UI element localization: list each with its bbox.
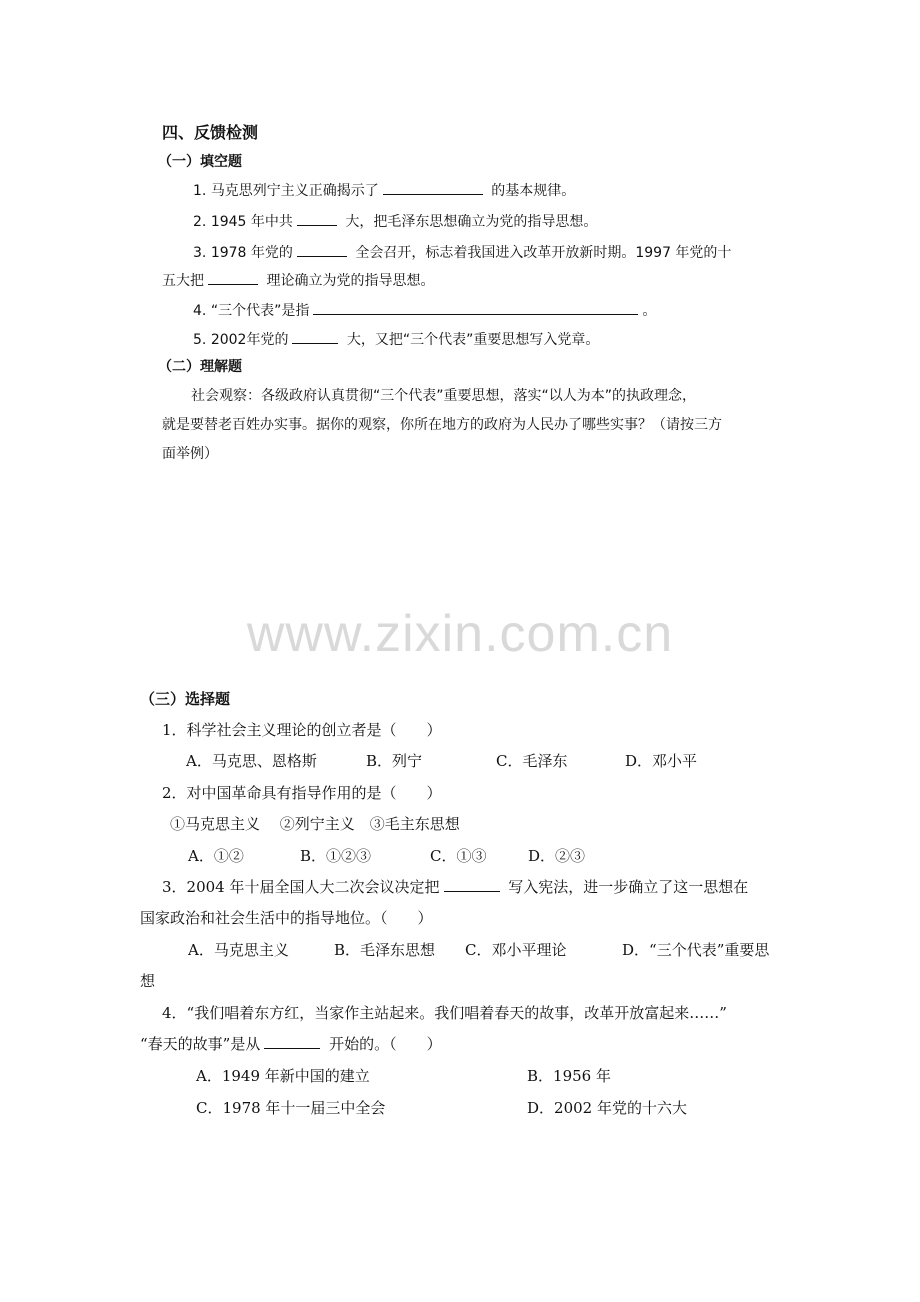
question-text: 1978 年党的 [210,245,293,261]
choice-q4-option-d[interactable]: D．2002 年党的十六大 [527,1099,687,1117]
choice-question-4-stem: 4．“我们唱着东方红，当家作主站起来。我们唱着春天的故事，改革开放富起来……” [162,1004,727,1022]
choice-q3-option-b[interactable]: B．毛泽东思想 [334,941,436,959]
question-text: 开始的。（ ） [329,1035,442,1053]
answer-blank[interactable] [313,313,638,315]
answer-blank[interactable] [297,255,347,257]
choice-q4-option-b[interactable]: B．1956 年 [527,1067,611,1085]
answer-blank[interactable] [444,890,500,892]
question-text: 大，把毛泽东思想确立为党的指导思想。 [345,214,598,230]
understanding-heading: （二）理解题 [158,359,242,375]
question-text: “三个代表”是指 [210,303,310,319]
choice-q2-option-b[interactable]: B．①②③ [300,847,372,865]
question-text: 的基本规律。 [491,183,576,199]
question-text: 马克思列宁主义正确揭示了 [210,183,379,199]
fill-question-3-line2 [162,270,434,290]
choice-q3-option-d-wrap: 想 [140,972,156,990]
question-text: 3．2004 年十届全国人大二次会议决定把 [162,878,440,896]
fill-question-3 [193,242,731,262]
choice-q4-option-a[interactable]: A．1949 年新中国的建立 [196,1067,370,1085]
watermark: www.zixin.com.cn [246,605,674,663]
question-number: 4. [193,303,207,319]
choice-q2-option-c[interactable]: C．①③ [430,847,487,865]
understanding-line-3: 面举例） [162,446,218,462]
answer-blank[interactable] [208,283,258,285]
answer-blank[interactable] [292,342,338,344]
choice-question-3-stem [162,876,748,897]
fill-question-4 [193,300,656,320]
question-text: 2002年党的 [210,332,289,348]
answer-blank[interactable] [383,193,483,195]
choice-question-3-stem-line2: 国家政治和社会生活中的指导地位。（ ） [140,909,433,927]
choice-question-4-stem-line2 [140,1033,442,1054]
choice-q3-option-d[interactable]: D．“三个代表”重要思 [622,941,770,959]
choice-question-2-stem: 2．对中国革命具有指导作用的是（ ） [162,784,442,802]
fill-question-5 [193,329,599,349]
choice-q1-option-c[interactable]: C．毛泽东 [496,752,568,770]
question-text: 1945 年中共 [210,214,293,230]
choice-heading: （三）选择题 [140,690,231,708]
question-text: “春天的故事”是从 [140,1035,261,1053]
choice-q1-option-d[interactable]: D．邓小平 [625,752,698,770]
choice-q2-items: ①马克思主义 ②列宁主义 ③毛主东思想 [170,815,460,833]
question-text: 大，又把“三个代表”重要思想写入党章。 [346,332,600,348]
answer-blank[interactable] [297,224,337,226]
choice-q2-option-a[interactable]: A．①② [188,847,244,865]
question-text: 理论确立为党的指导思想。 [266,273,435,289]
choice-q3-option-c[interactable]: C．邓小平理论 [465,941,567,959]
question-text: 。 [642,303,657,319]
question-text: 五大把 [162,273,204,289]
question-number: 5. [193,332,207,348]
choice-question-1-stem: 1．科学社会主义理论的创立者是（ ） [162,721,442,739]
understanding-line-2: 就是要替老百姓办实事。据你的观察，你所在地方的政府为人民办了哪些实事？（请按三方 [162,417,722,433]
question-text: 写入宪法，进一步确立了这一思想在 [508,878,749,896]
choice-q1-option-a[interactable]: A．马克思、恩格斯 [186,752,317,770]
question-number: 3. [193,245,207,261]
question-number: 2. [193,214,207,230]
fill-blank-heading: （一）填空题 [158,154,242,170]
fill-question-2 [193,211,597,231]
question-text: 全会召开，标志着我国进入改革开放新时期。1997 年党的十 [355,245,732,261]
choice-q1-option-b[interactable]: B．列宁 [366,752,423,770]
answer-blank[interactable] [264,1047,320,1049]
question-number: 1. [193,183,207,199]
choice-q3-option-a[interactable]: A．马克思主义 [188,941,289,959]
understanding-line-1: 社会观察：各级政府认真贯彻“三个代表”重要思想，落实“以人为本”的执政理念， [191,388,697,404]
fill-question-1 [193,180,575,200]
choice-q4-option-c[interactable]: C．1978 年十一届三中全会 [196,1099,386,1117]
choice-q2-option-d[interactable]: D．②③ [528,847,586,865]
section-title: 四、反馈检测 [162,123,259,142]
